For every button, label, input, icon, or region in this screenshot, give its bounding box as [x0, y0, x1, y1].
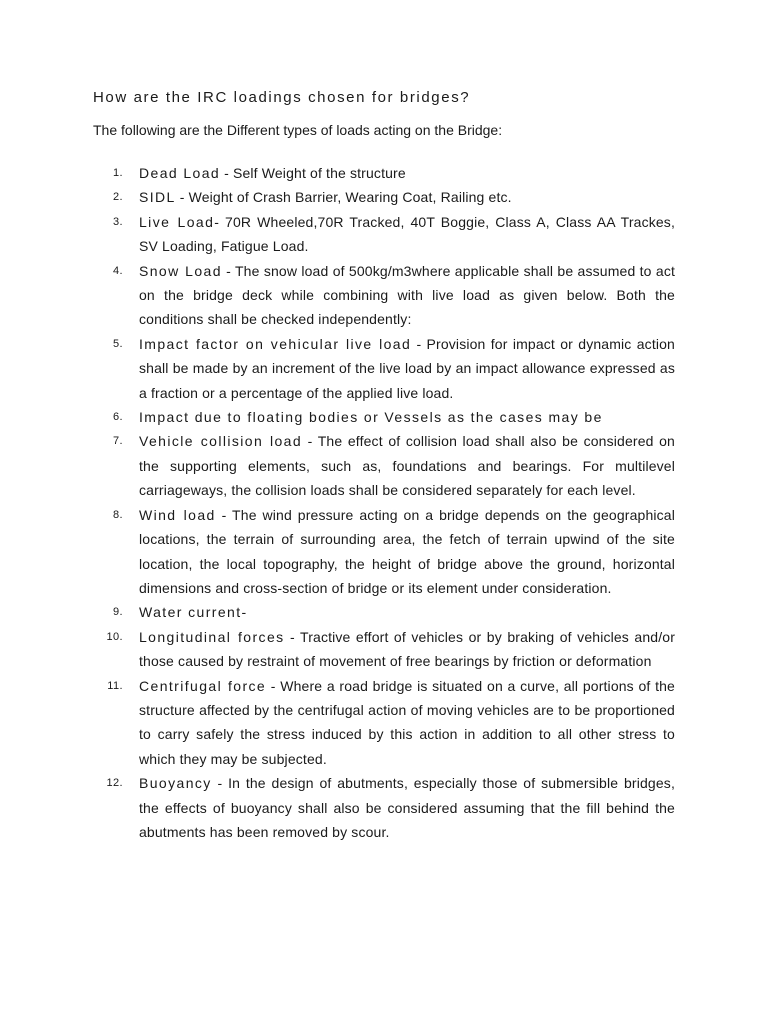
list-item — [93, 429, 675, 502]
load-description: - The effect of collision load shall also be considered on the supporting elements, such as, foundations and bearings. For multilevel carriageways, the collision loads shall be considered separately for each level. — [139, 433, 675, 499]
load-name: Impact due to floating bodies or Vessels as the cases may be — [139, 409, 603, 426]
document-page — [93, 88, 676, 840]
list-item-number: 12 . — [93, 771, 123, 795]
list-item-number: 7 . — [93, 429, 123, 453]
list-item — [93, 185, 675, 209]
load-description: - Provision for impact or dynamic action shall be made by an increment of the live load by an impact allowance expressed as a fraction or a percentage of the applied live load. — [139, 335, 675, 401]
load-description: - Self Weight of the structure — [220, 165, 406, 181]
document-title: How are the IRC loadings chosen for bridges? — [93, 89, 471, 106]
load-name: Centrifugal force — [139, 677, 267, 694]
list-item-number: 9 . — [93, 600, 123, 624]
load-name: Longitudinal forces — [139, 628, 285, 645]
load-name: Dead Load — [139, 165, 221, 181]
load-name: SIDL — [139, 189, 176, 206]
load-description: - The wind pressure acting on a bridge depends on the geographical locations, the terrain of surrounding area, the fetch of terrain upwind of the site location, the local topography, the height of bridge above the ground, horizontal dimensions and cross-section of bridge or its element under consideration. — [139, 506, 676, 596]
load-description: - In the design of abutments, especially those of submersible bridges, the effects of buoyancy shall also be considered assuming that the fill behind the abutments has been removed by scour. — [139, 775, 675, 840]
load-description: - Where a road bridge is situated on a curve, all portions of the structure affected by the centrifugal action of moving vehicles are to be proportioned to carry safely the stress induced by this action in addition to all other stress to which they may be subjected. — [139, 677, 675, 767]
list-item — [93, 210, 675, 259]
load-name: Wind load — [139, 506, 216, 523]
list-item-number: 10 . — [93, 625, 123, 649]
load-name: Water current- — [139, 604, 248, 621]
load-description: - 70R Wheeled,70R Tracked, 40T Boggie, Class A, Class AA Trackes, SV Loading, Fatigue Load. — [139, 213, 675, 255]
list-item-number: 4 . — [93, 259, 123, 283]
load-description: - Tractive effort of vehicles or by braking of vehicles and/or those caused by restraint of movement of free bearings by friction or deformation — [139, 628, 676, 670]
list-item — [93, 674, 675, 772]
list-item-number: 3 . — [93, 210, 123, 234]
load-name: Buoyancy — [139, 775, 212, 792]
loads-list — [93, 161, 675, 844]
intro-paragraph: The following are the Different types of loads acting on the Bridge: — [93, 122, 503, 138]
list-item-number: 11 . — [93, 674, 123, 698]
load-name: Vehicle collision load — [139, 433, 303, 450]
list-item — [93, 503, 675, 601]
list-item — [93, 332, 675, 405]
list-item — [93, 625, 675, 674]
list-item-number: 5 . — [93, 332, 123, 356]
list-item — [93, 161, 675, 185]
list-item-number: 2 . — [93, 185, 123, 209]
list-item — [93, 259, 675, 332]
list-item-number: 6 . — [93, 405, 123, 429]
load-name: Snow Load — [139, 262, 222, 279]
load-description: - The snow load of 500kg/m3where applicable shall be assumed to act on the bridge deck while combining with live load as given below. Both the conditions shall be checked independently: — [139, 262, 676, 328]
list-item — [93, 600, 675, 624]
load-description: - Weight of Crash Barrier, Wearing Coat, Railing etc. — [175, 189, 512, 206]
list-item-number: 8 . — [93, 503, 123, 527]
list-item — [93, 405, 675, 429]
list-item-number: 1 . — [93, 161, 123, 185]
list-item — [93, 771, 675, 844]
load-name: Impact factor on vehicular live load — [139, 335, 412, 352]
load-name: Live Load — [139, 213, 215, 230]
